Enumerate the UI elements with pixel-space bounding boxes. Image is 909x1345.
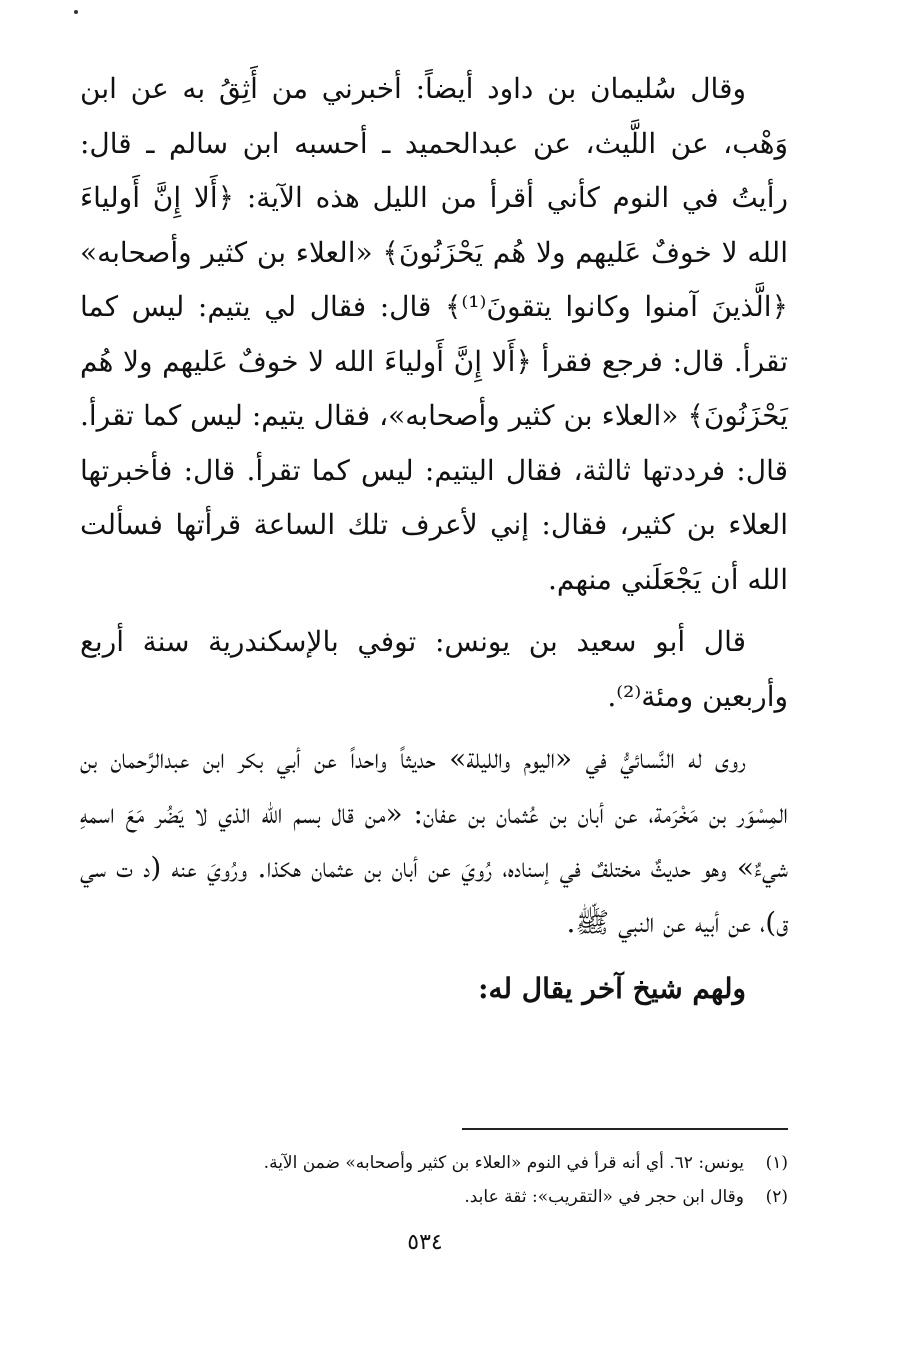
- footnote-1-text: يونس: ٦٢. أي أنه قرأ في النوم «العلاء بن كثير وأصحابه» ضمن الآية.: [263, 1153, 744, 1173]
- corner-mark: [74, 10, 78, 14]
- footnote-2: [120, 1180, 788, 1214]
- paragraph-ibn-yunus: قال أبو سعيد بن يونس: توفي بالإسكندرية سنة أربع وأربعين ومئة⁽²⁾.: [80, 625, 788, 713]
- footnote-divider: [462, 1128, 788, 1130]
- main-text: [80, 62, 788, 1017]
- paragraph-nasai-hadith: روى له النَّسائيُّ في «اليوم والليلة» حديثاً واحداً عن أبي بكر ابن عبدالرَّحمان بن المِسْوَر بن مَخْرَمة، عن أبان بن عُثمان بن عفان: «من قال بسم الله الذي لا يَضُر مَعَ اسمهِ شيءٌ» وهو حديثٌ مختلفٌ في إسناده، رُويَ عن أبان بن عثمان هكذا. ورُويَ عنه (د ت سي ق)، عن أبيه عن النبي ﷺ.: [80, 742, 788, 939]
- page-number: ٥٣٤: [407, 1230, 443, 1255]
- footnotes: [120, 1146, 788, 1214]
- footnote-2-text: وقال ابن حجر في «التقريب»: ثقة عابد.: [464, 1187, 744, 1207]
- footnote-1-number: (١): [765, 1153, 788, 1173]
- footnote-2-number: (٢): [765, 1187, 788, 1207]
- footnote-1: [120, 1146, 788, 1180]
- section-heading: ولهم شيخ آخر يقال له:: [478, 972, 746, 1005]
- paragraph-suleiman-narration: وقال سُليمان بن داود أيضاً: أخبرني من أَثِقُ به عن ابن وَهْب، عن اللَّيث، عن عبدالحميد ـ أحسبه ابن سالم ـ قال: رأيتُ في النوم كأني أقرأ من الليل هذه الآية: ﴿أَلا إِنَّ أَولياءَ الله لا خوفٌ عَليهم ولا هُم يَحْزَنُونَ﴾ «العلاء بن كثير وأصحابه» ﴿الَّذينَ آمنوا وكانوا يتقونَ⁽¹⁾﴾ قال: فقال لي يتيم: ليس كما تقرأ. قال: فرجع فقرأ ﴿أَلا إِنَّ أَولياءَ الله لا خوفٌ عَليهم ولا هُم يَحْزَنُونَ﴾ «العلاء بن كثير وأصحابه»، فقال يتيم: ليس كما تقرأ. قال: فرددتها ثالثة، فقال اليتيم: ليس كما تقرأ. قال: فأخبرتها العلاء بن كثير، فقال: إني لأعرف تلك الساعة قرأتها فسألت الله أن يَجْعَلَني منهم.: [80, 72, 788, 596]
